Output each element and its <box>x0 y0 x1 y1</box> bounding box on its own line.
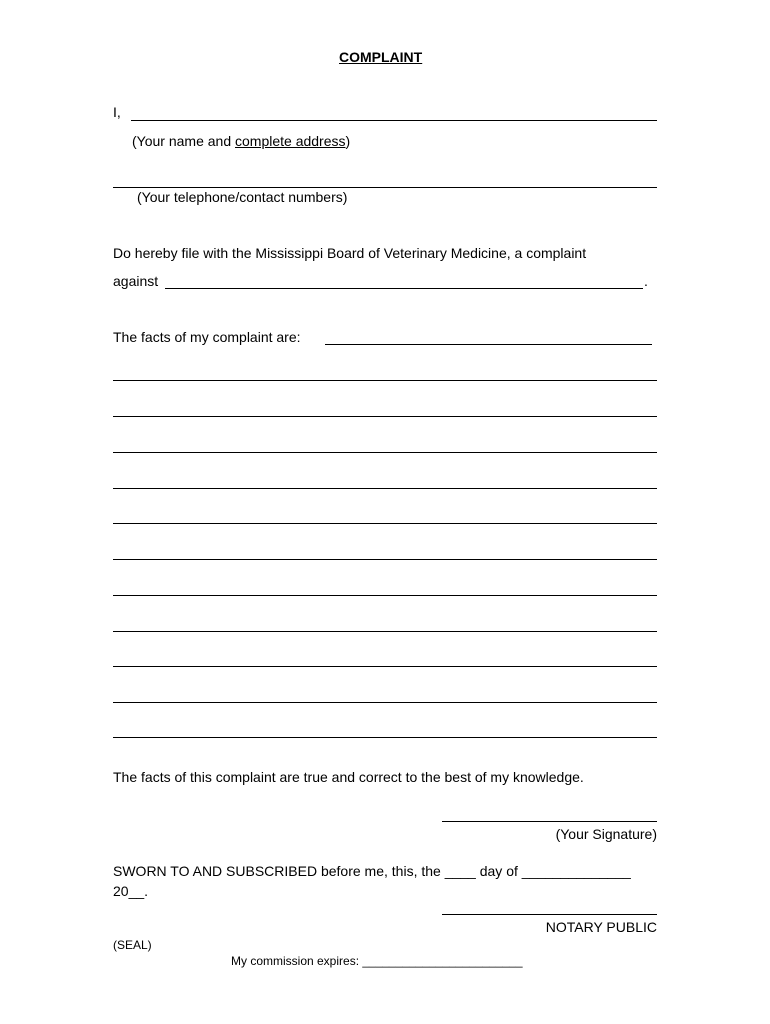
facts-line[interactable] <box>113 595 657 596</box>
signature-label: (Your Signature) <box>555 826 657 842</box>
against-label: against <box>113 273 159 289</box>
against-period: . <box>644 273 648 289</box>
document-title: COMPLAINT <box>339 49 423 65</box>
name-address-blank[interactable] <box>131 120 657 121</box>
facts-line[interactable] <box>113 559 657 560</box>
facts-line[interactable] <box>113 380 657 381</box>
year-text: 20__. <box>113 883 149 899</box>
phone-blank[interactable] <box>113 187 657 188</box>
sworn-statement: SWORN TO AND SUBSCRIBED before me, this, the ____ day of ______________ <box>113 863 631 879</box>
facts-line[interactable] <box>113 488 657 489</box>
signature-blank[interactable] <box>442 821 657 822</box>
facts-line[interactable] <box>113 666 657 667</box>
notary-signature-blank[interactable] <box>442 914 657 915</box>
facts-line[interactable] <box>113 631 657 632</box>
facts-first-blank[interactable] <box>325 344 652 345</box>
notary-label: NOTARY PUBLIC <box>545 919 657 935</box>
facts-line[interactable] <box>113 737 657 738</box>
phone-label: (Your telephone/contact numbers) <box>137 189 348 205</box>
facts-line[interactable] <box>113 702 657 703</box>
facts-line[interactable] <box>113 523 657 524</box>
commission-expires: My commission expires: ________________________ <box>231 954 523 968</box>
intro-prefix: I, <box>113 104 121 120</box>
affirmation-text: The facts of this complaint are true and correct to the best of my knowledge. <box>113 769 584 785</box>
against-blank[interactable] <box>165 288 643 289</box>
facts-line[interactable] <box>113 452 657 453</box>
facts-line[interactable] <box>113 416 657 417</box>
name-address-label: (Your name and complete address) <box>132 133 351 149</box>
file-statement: Do hereby file with the Mississippi Board of Veterinary Medicine, a complaint <box>113 245 587 261</box>
facts-label: The facts of my complaint are: <box>113 329 301 345</box>
seal-label: (SEAL) <box>113 938 152 952</box>
